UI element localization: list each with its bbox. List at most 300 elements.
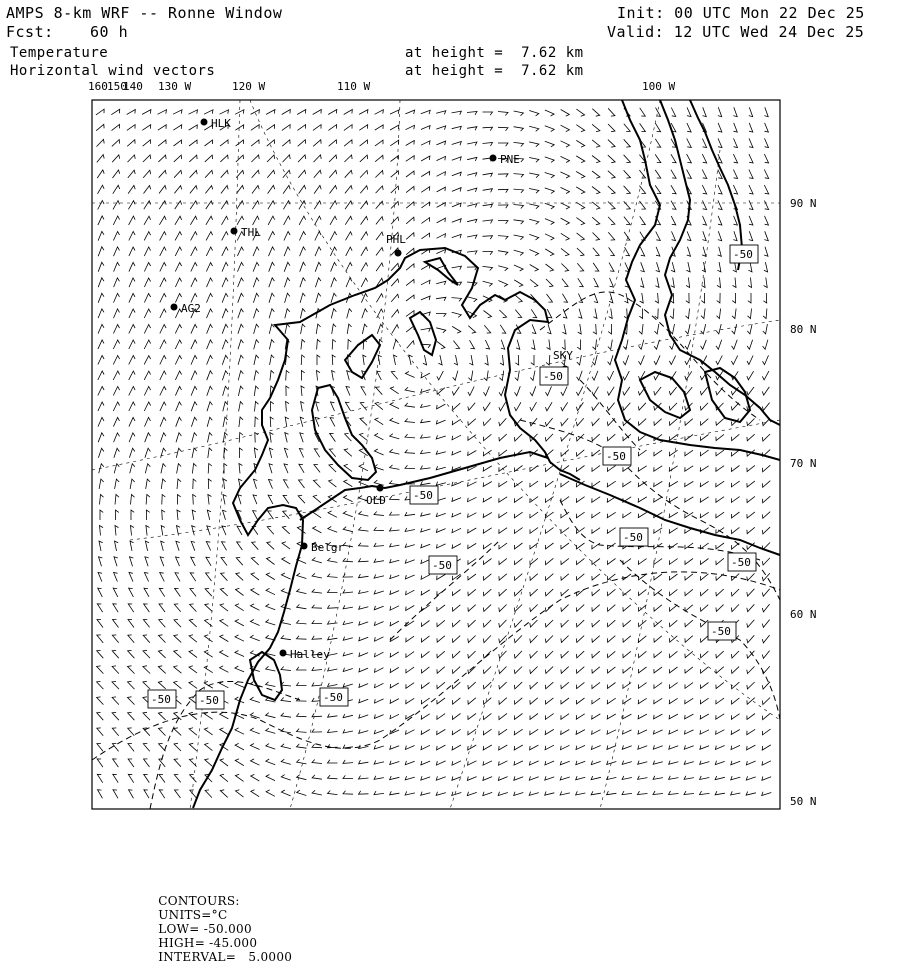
wind-vector: [731, 434, 739, 440]
wind-vector: [749, 216, 753, 225]
wind-vector: [592, 171, 600, 178]
wind-vector: [576, 387, 582, 396]
wind-vector: [235, 743, 244, 750]
wind-vector: [437, 667, 445, 674]
wind-vector: [671, 216, 676, 225]
wind-vector: [146, 495, 150, 505]
wind-vector: [235, 635, 244, 641]
wind-vector: [158, 666, 165, 674]
wind-vector: [345, 186, 352, 194]
wind-vector: [561, 558, 569, 564]
wind-vector: [99, 479, 104, 489]
wind-vector: [561, 589, 569, 596]
wind-vector: [405, 110, 414, 114]
wind-vector: [514, 792, 524, 796]
wind-vector: [390, 652, 399, 657]
wind-vector: [220, 759, 228, 766]
wind-vector: [747, 512, 755, 518]
wind-vector: [623, 589, 631, 595]
wind-vector: [176, 402, 182, 411]
wind-vector: [144, 573, 148, 582]
wind-vector: [715, 776, 725, 780]
wind-vector: [640, 262, 644, 271]
wind-vector: [718, 107, 722, 116]
wind-vector: [421, 575, 430, 580]
wind-vector: [499, 543, 507, 549]
wind-vector: [206, 557, 211, 566]
wind-vector: [578, 278, 583, 286]
wind-vector: [128, 201, 135, 210]
wind-vector: [731, 698, 739, 704]
wind-vector: [607, 761, 617, 765]
wind-vector: [98, 387, 104, 396]
wind-vector: [390, 543, 400, 547]
wind-vector: [359, 543, 369, 547]
wind-vector: [718, 138, 722, 147]
wind-vector: [514, 667, 522, 674]
wind-vector: [298, 155, 306, 162]
wind-vector: [702, 231, 706, 240]
wind-vector: [671, 154, 676, 163]
wind-vector: [747, 340, 753, 349]
wind-vector: [732, 309, 736, 319]
wind-vector: [205, 155, 213, 162]
wind-vector: [266, 620, 276, 625]
wind-vector: [530, 574, 538, 581]
wind-vector: [343, 745, 353, 749]
wind-vector: [361, 216, 368, 224]
wind-vector: [359, 590, 369, 594]
wind-vector: [545, 792, 555, 796]
wind-vector: [298, 170, 305, 178]
wind-vector: [467, 112, 477, 115]
wind-vector: [114, 572, 118, 581]
wind-vector: [394, 355, 398, 365]
wind-vector: [113, 387, 119, 396]
wind-vector: [483, 761, 492, 765]
wind-vector: [239, 417, 243, 427]
wind-vector: [546, 528, 554, 534]
wind-vector: [561, 698, 569, 704]
wind-vector: [529, 761, 538, 765]
wind-vector: [561, 605, 569, 612]
wind-vector: [204, 650, 212, 657]
wind-vector: [143, 650, 150, 658]
wind-vector: [128, 635, 134, 643]
wind-vector: [421, 328, 431, 332]
wind-vector: [716, 698, 724, 704]
wind-vector: [270, 355, 275, 365]
wind-vector: [113, 759, 119, 767]
wind-vector: [654, 683, 662, 689]
wind-vector: [207, 355, 213, 364]
wind-vector: [747, 419, 755, 426]
wind-vector: [452, 234, 461, 238]
wind-vector: [514, 558, 522, 564]
wind-vector: [189, 125, 198, 130]
wind-vector: [143, 681, 150, 689]
wind-vector: [297, 620, 307, 624]
wind-vector: [733, 262, 737, 272]
wind-vector: [406, 171, 414, 177]
wind-vector: [748, 262, 752, 272]
wind-vector: [96, 109, 104, 115]
wind-vector: [253, 293, 259, 302]
wind-vector: [546, 355, 550, 365]
wind-vector: [390, 140, 398, 146]
wind-vector: [359, 730, 369, 734]
wind-vector: [238, 495, 242, 505]
wind-vector: [114, 247, 120, 256]
wind-vector: [220, 619, 228, 626]
wind-vector: [762, 387, 769, 395]
wind-vector: [607, 791, 617, 795]
wind-vector: [254, 371, 259, 381]
wind-vector: [436, 513, 445, 517]
wind-vector: [160, 263, 166, 272]
wind-vector: [732, 293, 735, 303]
wind-vector: [160, 371, 166, 380]
wind-vector: [484, 371, 488, 381]
wind-vector: [685, 683, 693, 689]
wind-vector: [468, 698, 476, 704]
wind-vector: [468, 371, 472, 381]
wind-vector: [592, 217, 600, 225]
wind-vector: [376, 217, 383, 225]
wind-vector: [762, 713, 770, 719]
wind-vector: [115, 495, 119, 505]
wind-vector: [452, 451, 461, 455]
wind-vector: [654, 355, 660, 364]
wind-vector: [237, 216, 244, 225]
wind-vector: [547, 309, 552, 318]
wind-vector: [436, 249, 445, 253]
wind-vector: [452, 219, 461, 223]
wind-vector: [131, 510, 134, 520]
wind-vector: [391, 294, 399, 302]
wind-vector: [282, 110, 291, 115]
wind-vector: [560, 761, 569, 765]
wind-vector: [100, 526, 104, 536]
wind-vector: [467, 251, 477, 255]
wind-vector: [221, 573, 228, 581]
wind-vector: [129, 572, 133, 581]
wind-vector: [175, 325, 181, 334]
wind-vector: [592, 651, 600, 658]
wind-vector: [161, 526, 165, 536]
wind-vector: [592, 714, 601, 719]
wind-vector: [281, 759, 291, 764]
wind-vector: [376, 294, 383, 303]
wind-vector: [374, 761, 384, 765]
wind-vector: [375, 652, 384, 657]
wind-vector: [266, 713, 276, 718]
wind-vector: [221, 201, 228, 209]
wind-vector: [281, 790, 290, 796]
wind-vector: [529, 250, 538, 256]
temperature-contours: [92, 292, 780, 809]
wind-vector: [467, 777, 476, 781]
wind-vector: [129, 387, 135, 396]
wind-vector: [561, 730, 570, 735]
wind-vector: [191, 402, 197, 411]
wind-vector: [98, 402, 104, 411]
wind-vector: [158, 140, 166, 146]
wind-vector: [530, 714, 538, 720]
wind-vector: [576, 636, 584, 643]
wind-vector: [686, 309, 690, 319]
wind-vector: [499, 667, 507, 674]
wind-vector: [175, 216, 182, 225]
wind-vector: [208, 479, 211, 489]
wind-vector: [733, 185, 737, 194]
wind-vector: [159, 635, 166, 643]
wind-vector: [718, 247, 722, 257]
wind-vector: [191, 541, 195, 550]
wind-vector: [437, 388, 445, 395]
wind-vector: [499, 402, 506, 411]
wind-vector: [189, 650, 197, 657]
wind-vector: [747, 371, 754, 380]
wind-vector: [452, 312, 462, 317]
wind-vector: [639, 324, 643, 334]
wind-vector: [208, 433, 213, 443]
wind-vector: [638, 791, 648, 794]
wind-vector: [328, 574, 338, 578]
wind-vector: [437, 745, 446, 750]
wind-vector: [685, 574, 693, 580]
contour-line-minus-50: [620, 560, 780, 720]
wind-vector: [437, 605, 445, 611]
wind-vector: [297, 729, 307, 733]
wind-vector: [468, 620, 476, 627]
contour-label: -50: [606, 450, 626, 463]
wind-vector: [624, 293, 628, 303]
wind-vector: [500, 355, 504, 365]
wind-vector: [498, 236, 508, 240]
wind-vector: [749, 200, 753, 209]
wind-vector: [452, 590, 460, 596]
wind-vector: [314, 185, 321, 193]
wind-vector: [97, 604, 102, 612]
wind-vector: [146, 526, 150, 536]
wind-vector: [282, 526, 289, 534]
wind-vector: [129, 417, 135, 426]
wind-vector: [144, 263, 150, 272]
wind-vector: [268, 511, 274, 519]
wind-vector: [422, 621, 430, 627]
wind-vector: [406, 125, 415, 129]
wind-vector: [763, 355, 769, 364]
wind-vector: [176, 433, 181, 443]
wind-vector: [284, 216, 291, 225]
wind-vector: [515, 386, 521, 395]
wind-vector: [266, 588, 275, 594]
wind-vector: [298, 140, 306, 147]
wind-vector: [498, 143, 508, 146]
wind-vector: [764, 231, 768, 240]
wind-vector: [144, 356, 150, 365]
wind-vector: [717, 278, 721, 288]
wind-vector: [112, 712, 119, 720]
wind-vector: [317, 340, 321, 350]
wind-vector: [638, 559, 646, 565]
wind-vector: [716, 466, 724, 472]
wind-vector: [483, 143, 493, 146]
wind-vector: [560, 776, 570, 780]
wind-vector: [515, 355, 518, 365]
wind-vector: [374, 606, 383, 610]
wind-vector: [734, 216, 738, 225]
wind-vector: [315, 232, 321, 241]
wind-vector: [607, 776, 617, 780]
wind-vector: [268, 495, 273, 504]
wind-vector: [576, 558, 584, 564]
wind-vector: [328, 729, 338, 732]
wind-vector: [608, 355, 613, 365]
wind-vector: [747, 635, 755, 643]
wind-vector: [266, 775, 275, 781]
wind-vector: [576, 512, 584, 518]
wind-vector: [160, 309, 166, 318]
wind-vector: [638, 667, 646, 673]
wind-vector: [239, 448, 242, 458]
wind-vector: [222, 293, 228, 302]
wind-vector: [344, 449, 352, 457]
wind-vector: [685, 435, 693, 441]
wind-vector: [640, 278, 644, 288]
wind-vector: [174, 743, 181, 751]
wind-vector: [514, 714, 522, 720]
wind-vector: [205, 743, 213, 750]
wind-vector: [452, 435, 461, 440]
wind-vector: [608, 232, 614, 240]
wind-vector: [454, 355, 458, 365]
wind-vector: [129, 278, 135, 287]
wind-vector: [731, 730, 740, 735]
wind-vector: [374, 543, 384, 546]
wind-vector: [545, 402, 552, 411]
wind-vector: [437, 682, 445, 688]
wind-vector: [251, 759, 260, 765]
wind-vector: [345, 433, 352, 441]
wind-vector: [377, 371, 382, 380]
wind-vector: [623, 651, 631, 657]
wind-vector: [529, 189, 539, 194]
wind-vector: [329, 480, 337, 487]
wind-vector: [97, 666, 104, 674]
wind-vector: [483, 777, 492, 781]
wind-vector: [452, 387, 459, 395]
wind-vector: [236, 557, 243, 565]
wind-vector: [313, 511, 321, 518]
wind-vector: [144, 790, 149, 798]
wind-vector: [421, 605, 429, 611]
wind-vector: [437, 729, 446, 734]
wind-vector: [623, 371, 629, 380]
wind-vector: [251, 140, 259, 146]
wind-vector: [220, 790, 227, 798]
wind-vector: [159, 201, 166, 209]
wind-vector: [700, 698, 708, 704]
wind-vector: [547, 324, 551, 334]
wind-vector: [436, 482, 446, 486]
wind-vector: [561, 387, 567, 396]
wind-vector: [452, 761, 461, 765]
wind-vector: [331, 293, 336, 303]
wind-vector: [501, 340, 505, 349]
wind-vector: [144, 759, 150, 767]
wind-vector: [390, 667, 399, 672]
wind-vector: [592, 589, 600, 595]
wind-vector: [669, 589, 677, 595]
wind-vector: [746, 792, 756, 796]
wind-vector: [592, 466, 600, 472]
wind-vector: [514, 220, 524, 224]
wind-vector: [235, 774, 243, 781]
wind-vector: [624, 309, 627, 319]
wind-vector: [328, 527, 337, 533]
wind-vector: [545, 434, 553, 441]
wind-vector: [391, 279, 399, 286]
wind-vector: [437, 544, 446, 548]
wind-vector: [343, 775, 353, 778]
wind-vector: [314, 480, 321, 488]
wind-vector: [716, 651, 724, 658]
wind-vector: [483, 667, 491, 674]
wind-vector: [530, 386, 536, 395]
wind-vector: [193, 495, 196, 505]
wind-vector: [235, 110, 244, 115]
wind-vector: [345, 170, 353, 177]
wind-vector: [577, 233, 585, 240]
wind-vector: [669, 651, 677, 657]
wind-vector: [438, 355, 442, 365]
wind-vector: [130, 464, 135, 474]
wind-vector: [731, 604, 739, 611]
wind-vector: [313, 110, 322, 115]
wind-vector: [359, 558, 369, 561]
wind-vector: [346, 263, 352, 272]
wind-vector: [347, 309, 352, 319]
wind-vector: [251, 604, 260, 610]
wind-vector: [328, 714, 338, 718]
wind-vector: [561, 434, 569, 441]
wind-vector: [700, 776, 710, 780]
wind-vector: [174, 681, 182, 688]
wind-vector: [175, 232, 182, 241]
wind-vector: [592, 434, 600, 441]
wind-vector: [747, 496, 755, 502]
wind-vector: [374, 730, 383, 734]
wind-vector: [191, 386, 197, 395]
wind-vector: [348, 340, 352, 350]
wind-vector: [316, 402, 320, 412]
wind-vector: [176, 557, 180, 566]
wind-vector: [421, 218, 429, 224]
wind-vector: [347, 324, 351, 334]
wind-vector: [250, 620, 259, 626]
wind-vector: [623, 714, 632, 719]
wind-vector: [655, 293, 658, 303]
wind-vector: [514, 402, 521, 411]
wind-vector: [421, 171, 429, 176]
wind-vector: [281, 682, 291, 686]
wind-vector: [421, 730, 430, 735]
wind-vector: [669, 745, 678, 749]
wind-vector: [346, 247, 352, 256]
wind-vector: [206, 216, 213, 225]
